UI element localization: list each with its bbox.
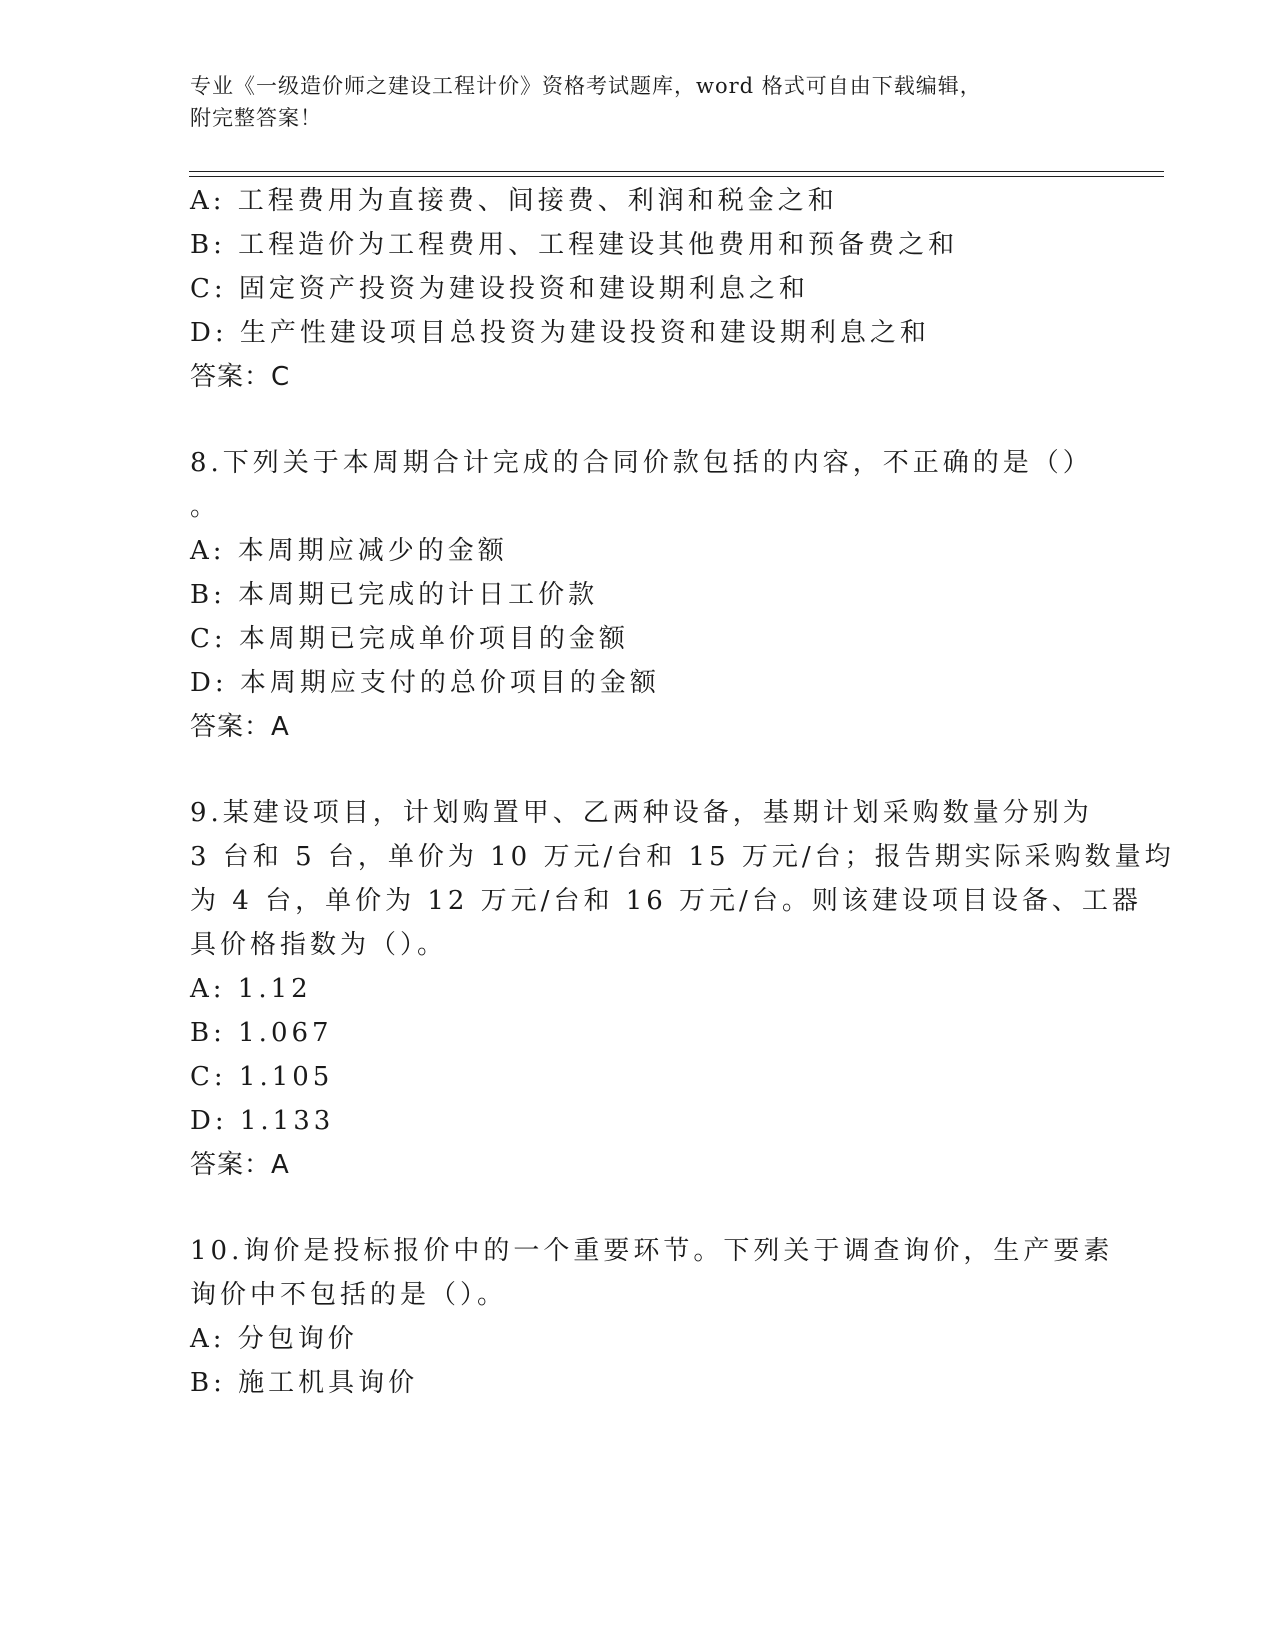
q9-stem-line-3: 为 4 台，单价为 12 万元/台和 16 万元/台。则该建设项目设备、工器 bbox=[190, 886, 1142, 916]
q9-option-a: A: 1.12 bbox=[190, 974, 312, 1004]
q9-option-b: B: 1.067 bbox=[190, 1018, 333, 1048]
q8-option-b: B: 本周期已完成的计日工价款 bbox=[190, 580, 599, 610]
q9-answer: 答案：A bbox=[190, 1150, 290, 1180]
q8-option-c: C: 本周期已完成单价项目的金额 bbox=[190, 624, 629, 654]
q8-option-a: A: 本周期应减少的金额 bbox=[190, 536, 508, 566]
q8-answer: 答案：A bbox=[190, 712, 290, 742]
q9-option-c: C: 1.105 bbox=[190, 1062, 334, 1092]
q7-option-a: A: 工程费用为直接费、间接费、利润和税金之和 bbox=[190, 186, 838, 216]
q9-stem-line-1: 9.某建设项目，计划购置甲、乙两种设备，基期计划采购数量分别为 bbox=[190, 798, 1093, 828]
q7-option-d: D: 生产性建设项目总投资为建设投资和建设期利息之和 bbox=[190, 318, 930, 348]
q10-option-a: A: 分包询价 bbox=[190, 1324, 358, 1354]
q7-answer: 答案：C bbox=[190, 362, 291, 392]
header-line-2: 附完整答案！ bbox=[190, 106, 322, 130]
q9-stem-line-4: 具价格指数为（）。 bbox=[190, 930, 448, 960]
q10-option-b: B: 施工机具询价 bbox=[190, 1368, 419, 1398]
q10-stem-line-1: 10.询价是投标报价中的一个重要环节。下列关于调查询价，生产要素 bbox=[190, 1236, 1114, 1266]
q8-option-d: D: 本周期应支付的总价项目的金额 bbox=[190, 668, 660, 698]
q9-option-d: D: 1.133 bbox=[190, 1106, 335, 1136]
q8-stem-line-1: 8.下列关于本周期合计完成的合同价款包括的内容，不正确的是（） bbox=[190, 448, 1093, 478]
header-rule-bottom bbox=[189, 176, 1164, 177]
q7-option-c: C: 固定资产投资为建设投资和建设期利息之和 bbox=[190, 274, 809, 304]
q9-stem-line-2: 3 台和 5 台，单价为 10 万元/台和 15 万元/台；报告期实际采购数量均 bbox=[190, 842, 1175, 872]
header-rule-top bbox=[189, 171, 1164, 172]
q8-stem-line-2: 。 bbox=[190, 492, 221, 522]
header-line-1: 专业《一级造价师之建设工程计价》资格考试题库，word 格式可自由下载编辑， bbox=[190, 74, 982, 98]
q7-option-b: B: 工程造价为工程费用、工程建设其他费用和预备费之和 bbox=[190, 230, 959, 260]
q10-stem-line-2: 询价中不包括的是（）。 bbox=[190, 1280, 508, 1310]
